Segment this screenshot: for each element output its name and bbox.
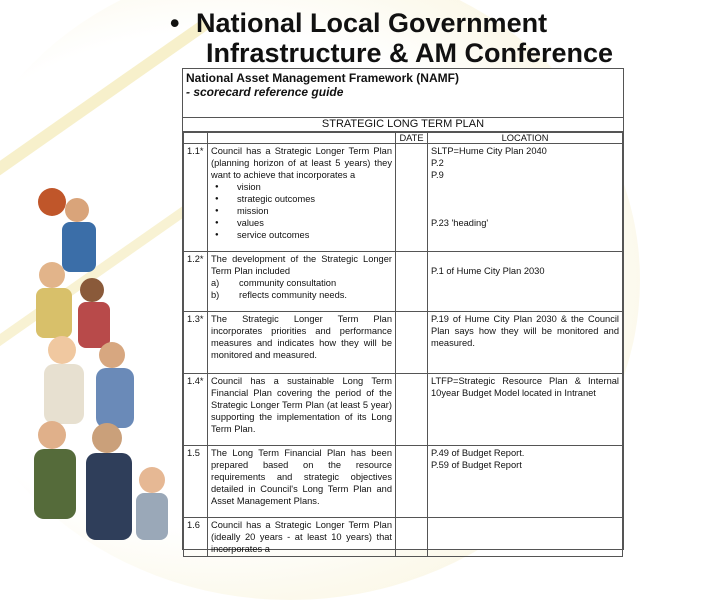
row-number: 1.2*	[184, 252, 208, 312]
row-description: Council has a sustainable Long Term Financial Plan covering the period of the Strategic Longer Term Plan (at least 5 year) supporting the implementation of its Long Term Plan.	[208, 374, 396, 446]
bullet-icon: •	[170, 8, 180, 38]
row-location	[428, 518, 623, 557]
row-location: P.49 of Budget Report. P.59 of Budget Report	[428, 446, 623, 518]
column-date: DATE	[396, 133, 428, 144]
row-number: 1.5	[184, 446, 208, 518]
row-number: 1.1*	[184, 144, 208, 252]
table-row	[184, 252, 623, 312]
scorecard-table	[183, 132, 623, 557]
row-location: P.19 of Hume City Plan 2030 & the Council Plan says how they will be monitored and measured.	[428, 312, 623, 374]
document-heading: National Asset Management Framework (NAMF)	[186, 71, 459, 85]
document-subheading: - scorecard reference guide	[186, 85, 344, 99]
row-description: The Strategic Longer Term Plan incorporates priorities and performance measures and indicates how they will be monitored and measured.	[208, 312, 396, 374]
row-location: P.1 of Hume City Plan 2030	[428, 252, 623, 312]
table-row	[184, 374, 623, 446]
row-location: LTFP=Strategic Resource Plan & Internal 10year Budget Model located in Intranet	[428, 374, 623, 446]
row-description: Council has a Strategic Longer Term Plan (ideally 20 years - at least 10 years) that incorporates a	[208, 518, 396, 557]
row-number: 1.4*	[184, 374, 208, 446]
section-title: STRATEGIC LONG TERM PLAN	[183, 118, 623, 132]
table-row	[184, 518, 623, 557]
row-number: 1.3*	[184, 312, 208, 374]
people-collage-image	[22, 180, 172, 540]
row-description: The Long Term Financial Plan has been prepared based on the resource requirements and strategic objectives detailed in Council's Long Term Plan and Asset Management Plans.	[208, 446, 396, 518]
column-location: LOCATION	[428, 133, 623, 144]
table-row	[184, 144, 623, 252]
row-description: Council has a Strategic Longer Term Plan (planning horizon of at least 5 years) they want to achieve that incorporates a ● vision ● strategic outcomes ● mission ● values ● service outcomes	[208, 144, 396, 252]
table-row	[184, 312, 623, 374]
slide-title: • National Local Government Infrastructure & AM Conference	[170, 8, 614, 68]
row-description: The development of the Strategic Longer Term Plan included a) community consultation b) reflects community needs.	[208, 252, 396, 312]
row-number: 1.6	[184, 518, 208, 557]
scorecard-document	[182, 68, 624, 554]
table-row	[184, 446, 623, 518]
bullet-list: ● vision ● strategic outcomes ● mission ● values ● service outcomes	[211, 181, 392, 241]
document-header	[183, 69, 623, 118]
table-header-row	[184, 133, 623, 144]
row-location: SLTP=Hume City Plan 2040 P.2 P.9 P.23 'heading'	[428, 144, 623, 252]
